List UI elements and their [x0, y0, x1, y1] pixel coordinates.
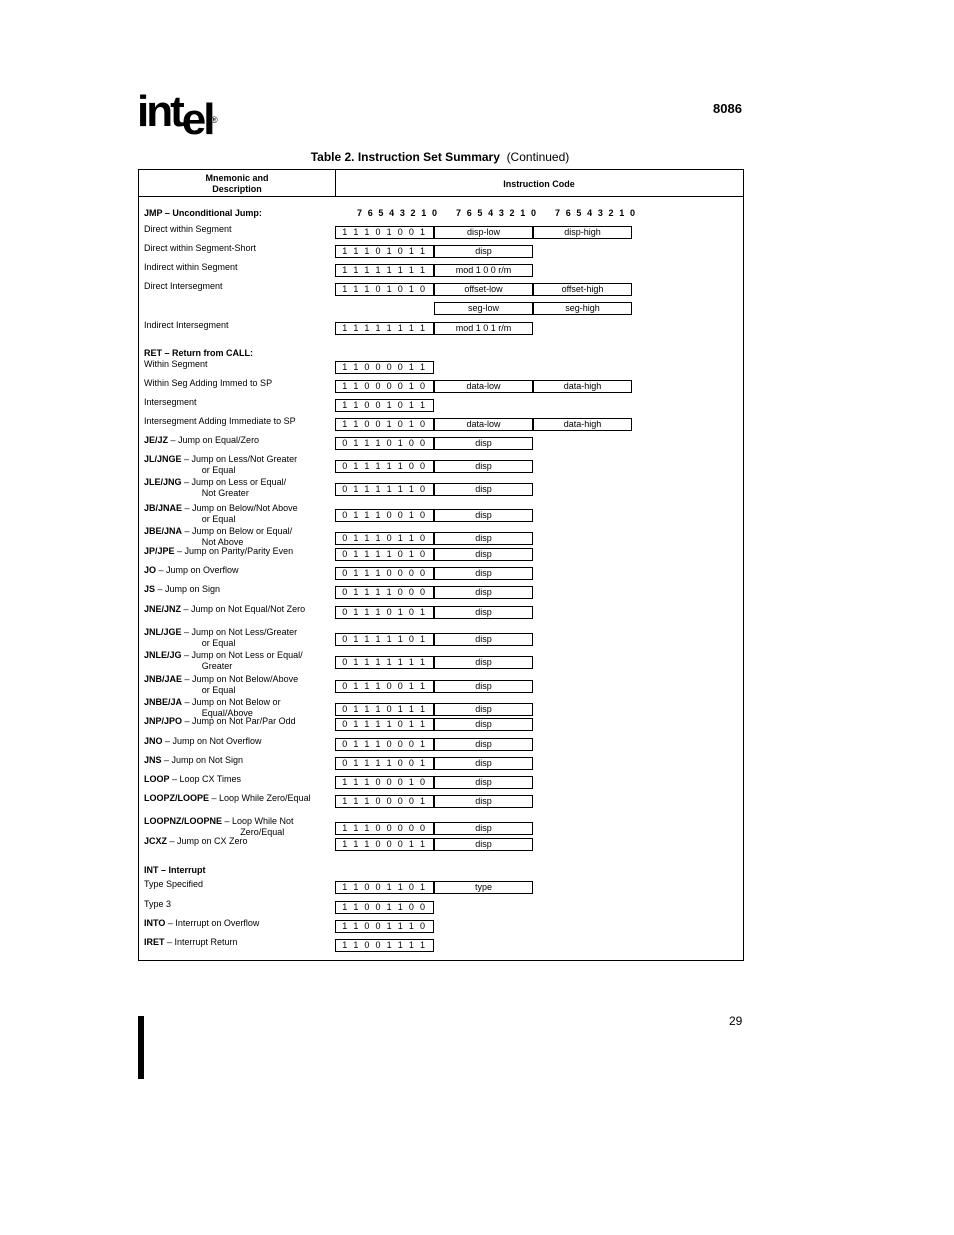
operand-cell: disp — [434, 606, 533, 619]
opcode-cell: 1 1 0 0 1 1 1 1 — [335, 939, 434, 952]
row-description: – Jump on Not Less/Greater — [181, 627, 298, 637]
opcode-cell: 0 1 1 1 1 1 0 0 — [335, 460, 434, 473]
row-label — [144, 584, 220, 595]
row-mnemonic: JB/JNAE — [144, 503, 183, 513]
row-label — [144, 716, 296, 727]
mnemonic-header-line: Mnemonic and — [205, 173, 269, 183]
operand-cell: disp — [434, 738, 533, 751]
intel-logo: intel — [137, 87, 213, 144]
section-desc: Interrupt — [168, 865, 206, 875]
row-mnemonic: JLE/JNG — [144, 477, 182, 487]
row-label — [144, 674, 298, 696]
operand-cell: disp — [434, 460, 533, 473]
operand-cell: disp — [434, 776, 533, 789]
row-description: – Jump on Equal/Zero — [168, 435, 260, 445]
section-dash: – — [164, 208, 170, 218]
row-description: – Loop While Zero/Equal — [209, 793, 311, 803]
operand-cell: mod 1 0 1 r/m — [434, 322, 533, 335]
caption-note: (Continued) — [506, 150, 570, 164]
operand-cell: seg-high — [533, 302, 632, 315]
section-mnemonic: RET — [144, 348, 162, 358]
row-description: – Interrupt Return — [164, 937, 238, 947]
section-ret — [144, 348, 253, 358]
operand-cell: offset-high — [533, 283, 632, 296]
operand-cell: disp — [434, 567, 533, 580]
row-label: Direct within Segment — [144, 224, 232, 234]
operand-cell: type — [434, 881, 533, 894]
operand-cell: disp — [434, 795, 533, 808]
section-dash: – — [164, 348, 170, 358]
bit-label: 7 6 5 4 3 2 1 0 — [555, 208, 637, 218]
operand-cell: disp — [434, 633, 533, 646]
row-description: – Loop CX Times — [169, 774, 242, 784]
operand-cell: data-low — [434, 380, 533, 393]
opcode-cell: 1 1 1 0 0 0 1 1 — [335, 838, 434, 851]
row-label — [144, 604, 305, 615]
opcode-cell: 0 1 1 1 0 1 0 0 — [335, 437, 434, 450]
row-mnemonic: LOOPNZ/LOOPNE — [144, 816, 223, 826]
row-description-continued: Zero/Equal — [240, 827, 285, 837]
opcode-cell: 1 1 1 0 1 0 0 1 — [335, 226, 434, 239]
row-label — [144, 627, 297, 649]
row-label — [144, 565, 239, 576]
opcode-cell: 0 1 1 1 1 1 0 1 — [335, 633, 434, 646]
opcode-cell: 0 1 1 1 0 1 1 0 — [335, 532, 434, 545]
row-description: – Jump on Less/Not Greater — [181, 454, 298, 464]
row-description-continued: Greater — [201, 661, 233, 671]
operand-cell: disp — [434, 656, 533, 669]
opcode-cell: 0 1 1 1 1 0 1 1 — [335, 718, 434, 731]
row-label — [144, 836, 248, 847]
row-description: – Jump on Not Equal/Not Zero — [181, 604, 306, 614]
instruction-table — [138, 169, 744, 961]
row-label: Within Seg Adding Immed to SP — [144, 378, 273, 388]
section-desc: Unconditional Jump: — [172, 208, 262, 218]
opcode-cell: 1 1 0 0 1 1 0 1 — [335, 881, 434, 894]
opcode-cell: 1 1 1 0 0 0 0 0 — [335, 822, 434, 835]
opcode-cell: 0 1 1 1 1 0 0 1 — [335, 757, 434, 770]
opcode-cell: 0 1 1 1 0 1 1 1 — [335, 703, 434, 716]
row-label — [144, 526, 292, 548]
row-mnemonic: JNO — [144, 736, 163, 746]
row-mnemonic: JS — [144, 584, 156, 594]
opcode-cell: 0 1 1 1 1 1 1 1 — [335, 656, 434, 669]
opcode-cell: 1 1 0 0 0 0 1 0 — [335, 380, 434, 393]
row-label — [144, 477, 286, 499]
row-label — [144, 793, 311, 804]
instruction-code-header: Instruction Code — [503, 179, 575, 189]
margin-bar — [138, 1016, 144, 1079]
section-desc: Return from CALL: — [172, 348, 254, 358]
row-mnemonic: JNB/JAE — [144, 674, 183, 684]
caption-title: Table 2. Instruction Set Summary — [310, 150, 500, 164]
opcode-cell: 0 1 1 1 0 0 1 0 — [335, 509, 434, 522]
operand-cell: data-high — [533, 418, 632, 431]
row-label — [144, 918, 259, 929]
opcode-cell: 1 1 1 0 1 0 1 1 — [335, 245, 434, 258]
operand-cell: disp — [434, 509, 533, 522]
operand-cell: disp — [434, 245, 533, 258]
bit-label: 7 6 5 4 3 2 1 0 — [357, 208, 439, 218]
row-label: Within Segment — [144, 359, 208, 369]
row-label — [144, 755, 243, 766]
opcode-cell: 1 1 0 0 1 0 1 1 — [335, 399, 434, 412]
row-mnemonic: LOOPZ/LOOPE — [144, 793, 210, 803]
row-mnemonic: IRET — [144, 937, 165, 947]
row-description: – Jump on Less or Equal/ — [181, 477, 287, 487]
row-mnemonic: JL/JNGE — [144, 454, 182, 464]
section-dash: – — [161, 865, 167, 875]
operand-cell: disp — [434, 838, 533, 851]
row-description: – Jump on Not Par/Par Odd — [182, 716, 296, 726]
section-jmp — [144, 208, 262, 218]
mnemonic-header — [139, 173, 335, 195]
row-mnemonic: JNE/JNZ — [144, 604, 182, 614]
row-label: Indirect Intersegment — [144, 320, 229, 330]
opcode-cell: 0 1 1 1 0 1 0 1 — [335, 606, 434, 619]
row-description: – Jump on Not Below or — [182, 697, 281, 707]
section-mnemonic: INT — [144, 865, 159, 875]
operand-cell: data-low — [434, 418, 533, 431]
row-label — [144, 650, 303, 672]
row-description: – Jump on Sign — [155, 584, 221, 594]
row-label: Type 3 — [144, 899, 172, 909]
operand-cell: disp-high — [533, 226, 632, 239]
operand-cell: disp — [434, 437, 533, 450]
operand-cell: mod 1 0 0 r/m — [434, 264, 533, 277]
row-mnemonic: JBE/JNA — [144, 526, 183, 536]
operand-cell: disp — [434, 718, 533, 731]
opcode-cell: 1 1 0 0 1 0 1 0 — [335, 418, 434, 431]
opcode-cell: 0 1 1 1 1 0 0 0 — [335, 586, 434, 599]
row-label — [144, 546, 293, 557]
row-mnemonic: JNP/JPO — [144, 716, 183, 726]
row-label: Indirect within Segment — [144, 262, 238, 272]
operand-cell: disp — [434, 548, 533, 561]
row-label — [144, 937, 238, 948]
row-mnemonic: JO — [144, 565, 157, 575]
header-divider — [139, 196, 743, 197]
row-label: Intersegment — [144, 397, 197, 407]
opcode-cell: 1 1 1 0 0 0 0 1 — [335, 795, 434, 808]
row-mnemonic: INTO — [144, 918, 166, 928]
description-header-line: Description — [212, 184, 262, 194]
opcode-cell: 1 1 1 1 1 1 1 1 — [335, 322, 434, 335]
row-mnemonic: JNBE/JA — [144, 697, 183, 707]
operand-cell: seg-low — [434, 302, 533, 315]
section-mnemonic: JMP — [144, 208, 163, 218]
row-description-continued: Equal/Above — [201, 708, 253, 718]
row-description: – Jump on Not Sign — [161, 755, 244, 765]
row-description-continued: Not Greater — [201, 488, 249, 498]
opcode-cell: 0 1 1 1 1 0 1 0 — [335, 548, 434, 561]
opcode-cell: 0 1 1 1 0 0 0 0 — [335, 567, 434, 580]
operand-cell: offset-low — [434, 283, 533, 296]
row-description: – Jump on Parity/Parity Even — [174, 546, 294, 556]
row-description: – Jump on Overflow — [156, 565, 239, 575]
row-mnemonic: JNS — [144, 755, 162, 765]
operand-cell: disp — [434, 532, 533, 545]
registered-mark: ® — [211, 115, 218, 125]
bit-label: 7 6 5 4 3 2 1 0 — [456, 208, 538, 218]
opcode-cell: 1 1 1 1 1 1 1 1 — [335, 264, 434, 277]
operand-cell: data-high — [533, 380, 632, 393]
row-mnemonic: JE/JZ — [144, 435, 169, 445]
row-label: Type Specified — [144, 879, 204, 889]
row-description-continued: or Equal — [201, 638, 236, 648]
row-description-continued: Not Above — [201, 537, 244, 547]
row-label: Direct Intersegment — [144, 281, 223, 291]
opcode-cell: 1 1 0 0 1 1 0 0 — [335, 901, 434, 914]
row-mnemonic: JCXZ — [144, 836, 168, 846]
operand-cell: disp — [434, 586, 533, 599]
row-description: – Jump on CX Zero — [167, 836, 248, 846]
row-description: – Jump on Below or Equal/ — [182, 526, 293, 536]
row-description: – Jump on Not Overflow — [162, 736, 262, 746]
opcode-cell: 0 1 1 1 1 1 1 0 — [335, 483, 434, 496]
row-label — [144, 454, 297, 476]
operand-cell: disp — [434, 483, 533, 496]
row-description: – Jump on Below/Not Above — [182, 503, 298, 513]
opcode-cell: 0 1 1 1 0 0 1 1 — [335, 680, 434, 693]
chip-title: 8086 — [713, 101, 742, 116]
section-int — [144, 865, 206, 875]
opcode-cell: 1 1 0 0 0 0 1 1 — [335, 361, 434, 374]
opcode-cell: 1 1 1 0 1 0 1 0 — [335, 283, 434, 296]
table-caption — [0, 150, 880, 164]
row-label — [144, 816, 294, 838]
row-description-continued: or Equal — [201, 685, 236, 695]
operand-cell: disp — [434, 680, 533, 693]
operand-cell: disp — [434, 757, 533, 770]
page-number: 29 — [729, 1014, 743, 1028]
row-description: – Jump on Not Below/Above — [182, 674, 299, 684]
row-description-continued: or Equal — [201, 514, 236, 524]
row-label — [144, 435, 259, 446]
row-label — [144, 736, 262, 747]
operand-cell: disp — [434, 703, 533, 716]
opcode-cell: 1 1 0 0 1 1 1 0 — [335, 920, 434, 933]
row-label: Intersegment Adding Immediate to SP — [144, 416, 296, 426]
opcode-cell: 0 1 1 1 0 0 0 1 — [335, 738, 434, 751]
opcode-cell: 1 1 1 0 0 0 1 0 — [335, 776, 434, 789]
row-description: – Loop While Not — [222, 816, 294, 826]
operand-cell: disp — [434, 822, 533, 835]
row-mnemonic: LOOP — [144, 774, 170, 784]
row-label: Direct within Segment-Short — [144, 243, 257, 253]
row-label — [144, 774, 241, 785]
row-mnemonic: JNLE/JG — [144, 650, 182, 660]
operand-cell: disp-low — [434, 226, 533, 239]
row-mnemonic: JNL/JGE — [144, 627, 182, 637]
row-description: – Jump on Not Less or Equal/ — [181, 650, 303, 660]
row-mnemonic: JP/JPE — [144, 546, 175, 556]
row-description: – Interrupt on Overflow — [165, 918, 260, 928]
row-label — [144, 503, 298, 525]
row-description-continued: or Equal — [201, 465, 236, 475]
